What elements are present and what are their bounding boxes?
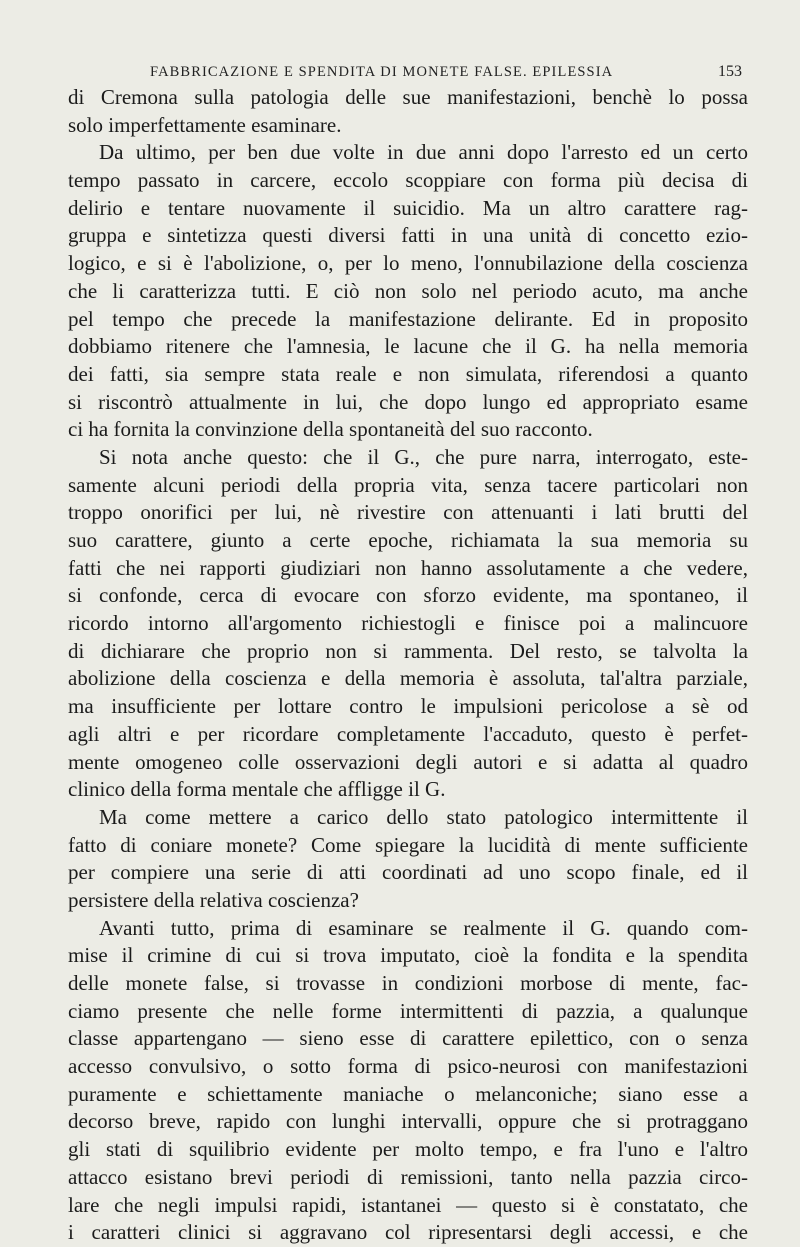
text-line: puramente e schiettamente maniache o melanconiche; siano esse a bbox=[68, 1081, 748, 1106]
body-text bbox=[68, 84, 748, 1247]
text-line: dei fatti, sia sempre stata reale e non simulata, riferendosi a quanto bbox=[68, 361, 748, 386]
text-line: si riscontrò attualmente in lui, che dopo lungo ed appropriato esame bbox=[68, 389, 748, 414]
text-line: gruppa e sintetizza questi diversi fatti in una unità di concetto ezio- bbox=[68, 223, 748, 248]
text-line: di Cremona sulla patologia delle sue manifestazioni, benchè lo possa bbox=[68, 85, 748, 109]
text-line: accesso convulsivo, o sotto forma di psico-neurosi con manifestazioni bbox=[68, 1054, 748, 1079]
text-line: per compiere una serie di atti coordinati ad uno scopo finale, ed il bbox=[68, 860, 748, 885]
text-line: agli altri e per ricordare completamente l'accaduto, questo è perfet- bbox=[68, 721, 748, 746]
text-line: ci ha fornita la convinzione della spontaneità del suo racconto. bbox=[68, 417, 593, 442]
text-line: ciamo presente che nelle forme intermittenti di pazzia, a qualunque bbox=[68, 998, 748, 1023]
text-line: si confonde, cerca di evocare con sforzo evidente, ma spontaneo, il bbox=[68, 583, 748, 608]
text-line: logico, e si è l'abolizione, o, per lo meno, l'onnubilazione della coscienza bbox=[68, 251, 748, 276]
text-line: fatti che nei rapporti giudiziari non hanno assolutamente a che vedere, bbox=[68, 555, 748, 580]
text-line: Si nota anche questo: che il G., che pure narra, interrogato, este- bbox=[99, 444, 748, 469]
text-line: clinico della forma mentale che affligge il G. bbox=[68, 777, 446, 802]
text-line: fatto di coniare monete? Come spiegare la lucidità di mente sufficiente bbox=[68, 832, 748, 857]
page-number: 153 bbox=[718, 63, 742, 80]
text-line: i caratteri clinici si aggravano col ripresentarsi degli accessi, e che bbox=[68, 1220, 748, 1245]
text-line: tempo passato in carcere, eccolo scoppiare con forma più decisa di bbox=[68, 168, 748, 193]
text-line: samente alcuni periodi della propria vita, senza tacere particolari non bbox=[68, 472, 748, 497]
text-line: troppo onorifici per lui, nè rivestire con attenuanti i lati brutti del bbox=[68, 500, 748, 525]
text-line: attacco esistano brevi periodi di remissioni, tanto nella pazzia circo- bbox=[68, 1164, 748, 1189]
text-line: persistere della relativa coscienza? bbox=[68, 887, 359, 912]
text-line: che li caratterizza tutti. E ciò non solo nel periodo acuto, ma anche bbox=[68, 278, 748, 303]
text-line: decorso breve, rapido con lunghi intervalli, oppure che si protraggano bbox=[68, 1109, 748, 1134]
text-line: gli stati di squilibrio evidente per molto tempo, e fra l'uno e l'altro bbox=[68, 1137, 748, 1162]
text-line: Ma come mettere a carico dello stato patologico intermittente il bbox=[99, 804, 748, 829]
text-line: mise il crimine di cui si trova imputato, cioè la fondita e la spendita bbox=[68, 943, 748, 968]
text-line: suo carattere, giunto a certe epoche, richiamata la sua memoria su bbox=[68, 528, 748, 552]
text-line: lare che negli impulsi rapidi, istantanei — questo si è constatato, che bbox=[68, 1192, 748, 1217]
text-line: delle monete false, si trovasse in condizioni morbose di mente, fac- bbox=[68, 971, 748, 995]
text-line: abolizione della coscienza e della memoria è assoluta, tal'altra parziale, bbox=[68, 666, 748, 691]
text-line: solo imperfettamente esaminare. bbox=[68, 112, 342, 137]
running-header: FABBRICAZIONE E SPENDITA DI MONETE FALSE. EPILESSIA bbox=[150, 64, 614, 80]
text-line: ma insufficiente per lottare contro le impulsioni pericolose a sè od bbox=[68, 694, 748, 719]
text-line: ricordo intorno all'argomento richiestogli e finisce poi a malincuore bbox=[68, 611, 748, 636]
text-line: Da ultimo, per ben due volte in due anni dopo l'arresto ed un certo bbox=[99, 140, 748, 165]
text-line: pel tempo che precede la manifestazione delirante. Ed in proposito bbox=[68, 306, 748, 331]
text-line: Avanti tutto, prima di esaminare se realmente il G. quando com- bbox=[99, 915, 748, 940]
text-line: dobbiamo ritenere che l'amnesia, le lacune che il G. ha nella memoria bbox=[68, 334, 748, 359]
text-line: classe appartengano — sieno esse di carattere epilettico, con o senza bbox=[68, 1026, 748, 1051]
text-line: delirio e tentare nuovamente il suicidio. Ma un altro carattere rag- bbox=[68, 195, 748, 220]
text-line: di dichiarare che proprio non si rammenta. Del resto, se talvolta la bbox=[68, 638, 748, 663]
text-line: mente omogeneo colle osservazioni degli autori e si adatta al quadro bbox=[68, 749, 748, 774]
